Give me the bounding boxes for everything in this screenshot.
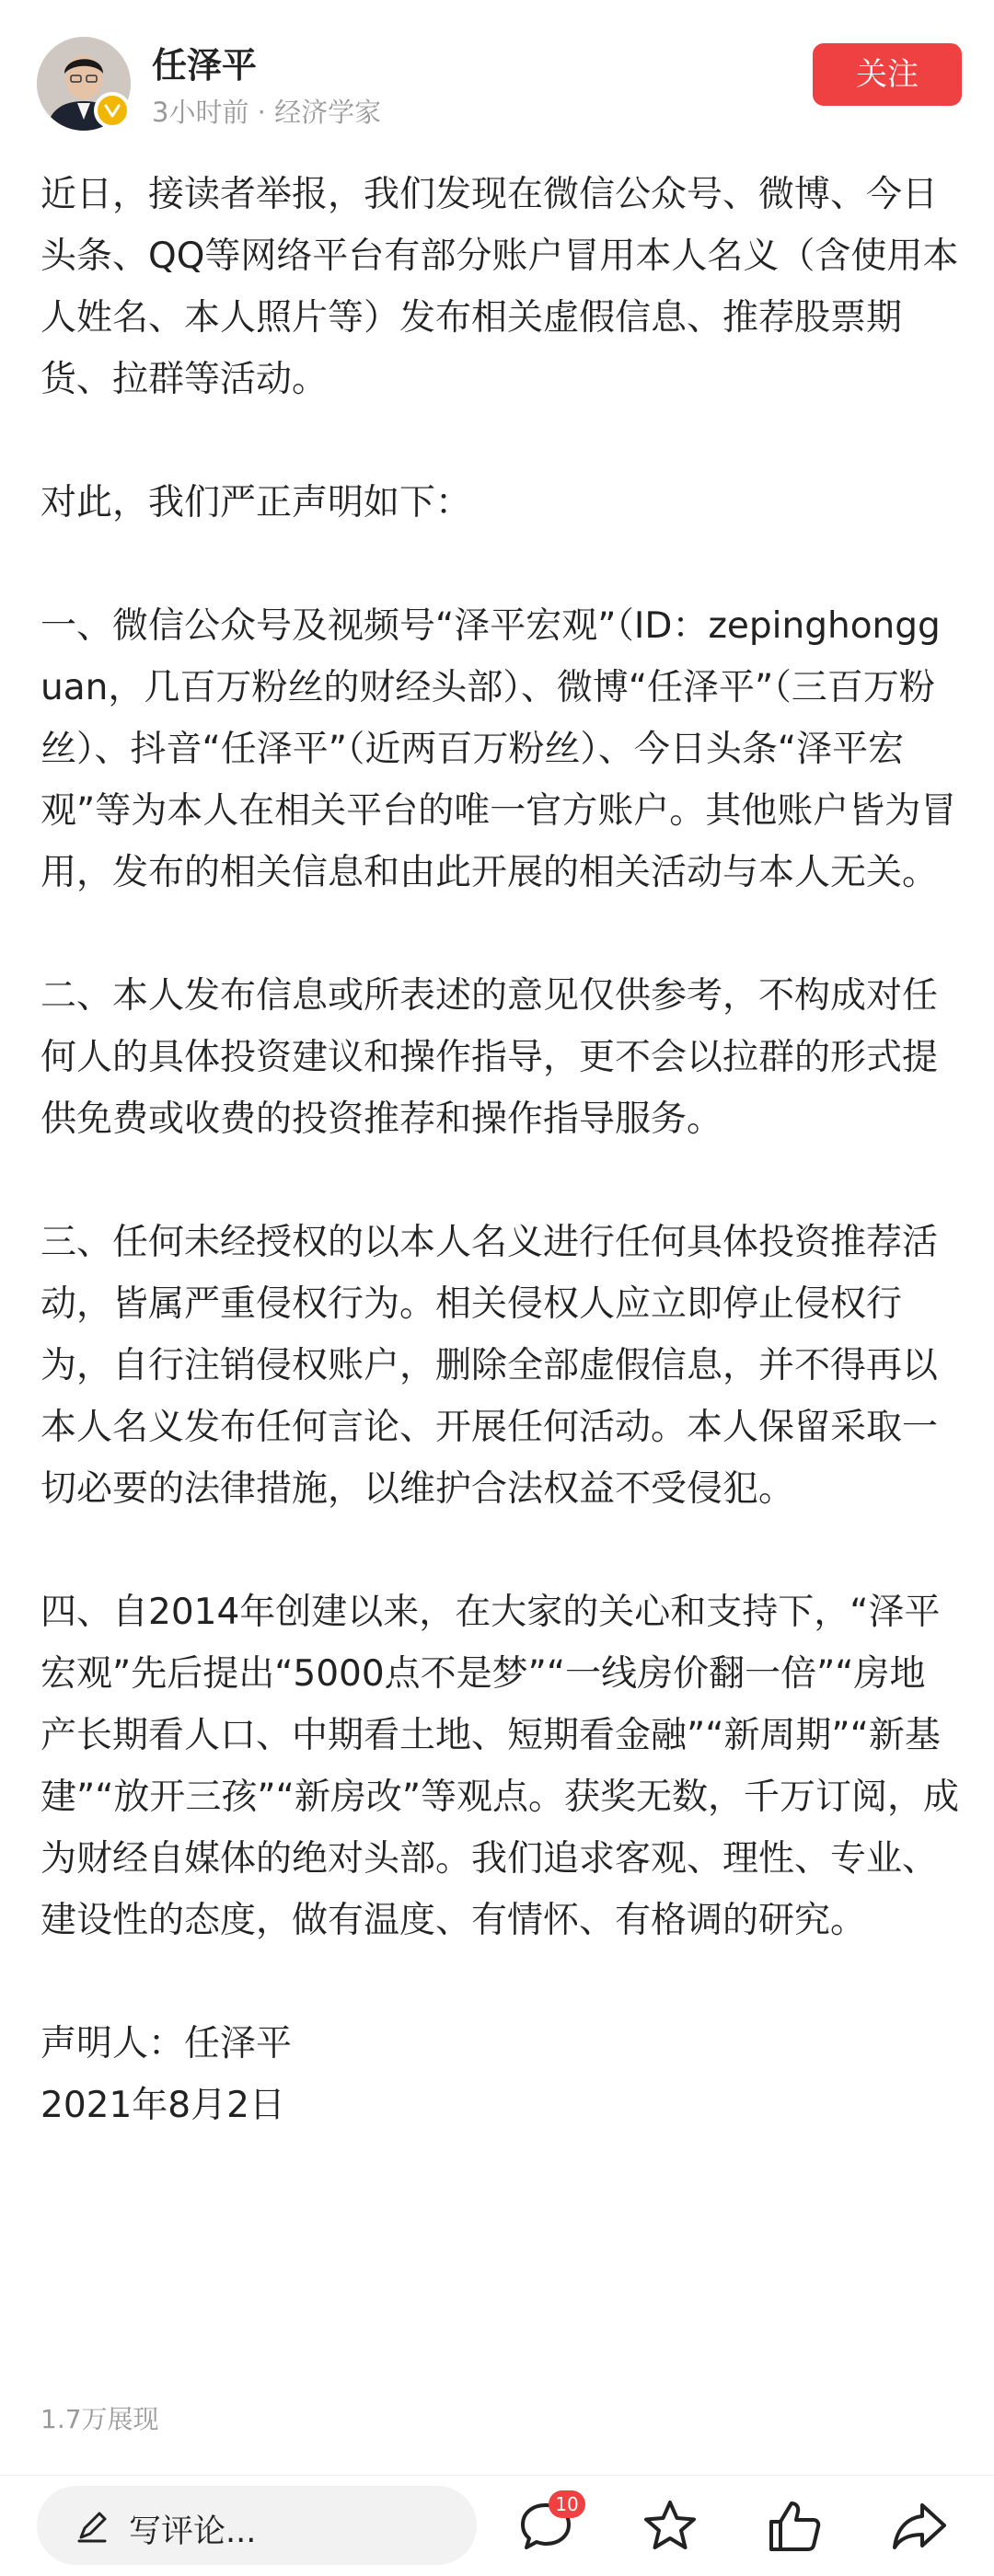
article-paragraph: 三、任何未经授权的以本人名义进行任何具体投资推荐活动，皆属严重侵权行为。相关侵权人应立即停止侵权行为，自行注销侵权账户，删除全部虚假信息，并不得再以本人名义发布任何言论、开展任何活动。本人保留采取一切必要的法律措施，以维护合法权益不受侵犯。 (40, 1222, 939, 1510)
article-paragraph: 二、本人发布信息或所表述的意见仅供参考，不构成对任何人的具体投资建议和操作指导，更不会以拉群的形式提供免费或收费的投资推荐和操作指导服务。 (40, 975, 939, 1140)
article-body (40, 164, 961, 2136)
comment-count-badge: 10 (549, 2490, 585, 2518)
view-count: 1.7万展现 (40, 2404, 159, 2434)
bottom-action-bar (0, 2475, 994, 2576)
article-paragraph: 四、自2014年创建以来，在大家的关心和支持下，“泽平宏观”先后提出“5000点不是梦”“一线房价翻一倍”“房地产长期看人口、中期看土地、短期看金融”“新周期”“新基建”“放开三孩”“新房改”等观点。获奖无数，千万订阅，成为财经自媒体的绝对头部。我们追求客观、理性、专业、建设性的态度，做有温度、有情怀、有格调的研究。 (40, 1592, 960, 1941)
signature: 声明人：任泽平 (40, 2023, 293, 2064)
article-paragraph: 一、微信公众号及视频号“泽平宏观”（ID：zepinghongguan，几百万粉丝的财经头部）、微博“任泽平”（三百万粉丝）、抖音“任泽平”（近两百万粉丝）、今日头条“泽平宏观”等为本人在相关平台的唯一官方账户。其他账户皆为冒用，发布的相关信息和由此开展的相关活动与本人无关。 (40, 605, 957, 893)
pen-icon (74, 2508, 110, 2545)
follow-button[interactable]: 关注 (813, 43, 962, 106)
star-icon[interactable] (640, 2496, 700, 2557)
post-header (0, 0, 994, 156)
article-paragraph: 近日，接读者举报，我们发现在微信公众号、微博、今日头条、QQ等网络平台有部分账户冒用本人名义（含使用本人姓名、本人照片等）发布相关虚假信息、推荐股票期货、拉群等活动。 (40, 174, 959, 400)
post-meta: 3小时前 · 经济学家 (152, 97, 382, 128)
verified-badge-icon (94, 92, 131, 129)
comment-input[interactable] (37, 2486, 477, 2565)
comment-placeholder: 写评论... (129, 2513, 257, 2550)
like-icon[interactable] (764, 2496, 825, 2557)
author-name[interactable]: 任泽平 (152, 45, 258, 86)
statement-date: 2021年8月2日 (40, 2085, 285, 2126)
article-paragraph: 对此，我们严正声明如下： (40, 482, 472, 523)
share-icon[interactable] (889, 2496, 950, 2557)
